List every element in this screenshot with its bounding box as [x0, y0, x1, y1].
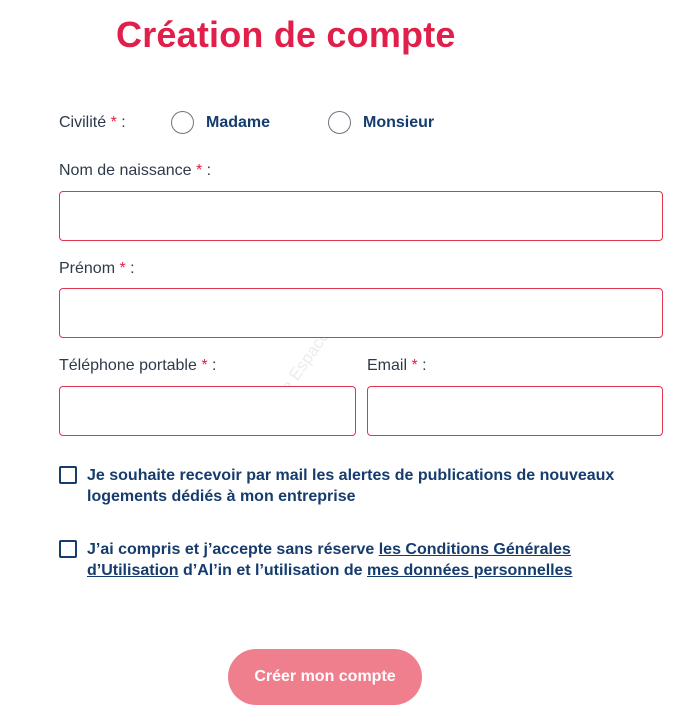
- radio-circle[interactable]: [171, 111, 194, 134]
- label-suffix: :: [202, 162, 212, 179]
- first-name-label-text: Prénom: [59, 260, 116, 277]
- mobile-label: [59, 357, 216, 375]
- required-mark: *: [411, 357, 418, 374]
- radio-madame[interactable]: [171, 111, 270, 134]
- watermark: Votre Espace Client: [259, 287, 361, 421]
- create-account-button[interactable]: Créer mon compte: [228, 649, 422, 705]
- radio-label-madame[interactable]: Madame: [206, 113, 271, 131]
- alerts-checkbox-row[interactable]: [59, 465, 659, 507]
- terms-checkbox-label: [87, 539, 659, 581]
- page-title: Création de compte: [116, 14, 456, 55]
- label-suffix: :: [417, 357, 427, 374]
- label-suffix: :: [116, 114, 126, 131]
- civility-label-text: Civilité: [59, 114, 107, 131]
- terms-checkbox[interactable]: [59, 540, 77, 558]
- label-suffix: :: [125, 260, 135, 277]
- first-name-input[interactable]: [59, 288, 663, 338]
- personal-data-link[interactable]: mes données personnelles: [367, 562, 573, 579]
- label-suffix: :: [207, 357, 217, 374]
- mobile-label-text: Téléphone portable: [59, 357, 197, 374]
- terms-text-prefix: J’ai compris et j’accepte sans réserve: [87, 541, 379, 558]
- email-input[interactable]: [367, 386, 663, 436]
- required-mark: *: [201, 357, 208, 374]
- radio-label-monsieur[interactable]: Monsieur: [363, 113, 435, 131]
- terms-checkbox-row[interactable]: [59, 539, 659, 581]
- radio-circle[interactable]: [328, 111, 351, 134]
- first-name-label: [59, 260, 135, 278]
- email-label-text: Email: [367, 357, 408, 374]
- required-mark: *: [195, 162, 203, 179]
- alerts-checkbox[interactable]: [59, 466, 77, 484]
- last-name-label-text: Nom de naissance: [59, 162, 192, 179]
- alerts-checkbox-label[interactable]: Je souhaite recevoir par mail les alertes de publications de nouveaux logements dédiés à mon entreprise: [87, 467, 615, 505]
- required-mark: *: [110, 114, 117, 131]
- required-mark: *: [119, 260, 126, 277]
- last-name-input[interactable]: [59, 191, 663, 241]
- civility-label: [59, 114, 126, 132]
- email-label: [367, 357, 427, 375]
- terms-text-middle: d’Al’in et l’utilisation de: [178, 562, 368, 579]
- cgu-link[interactable]: les Conditions Générales d’Utilisation: [87, 541, 571, 579]
- last-name-label: [59, 162, 211, 180]
- radio-monsieur[interactable]: [328, 111, 434, 134]
- mobile-input[interactable]: [59, 386, 356, 436]
